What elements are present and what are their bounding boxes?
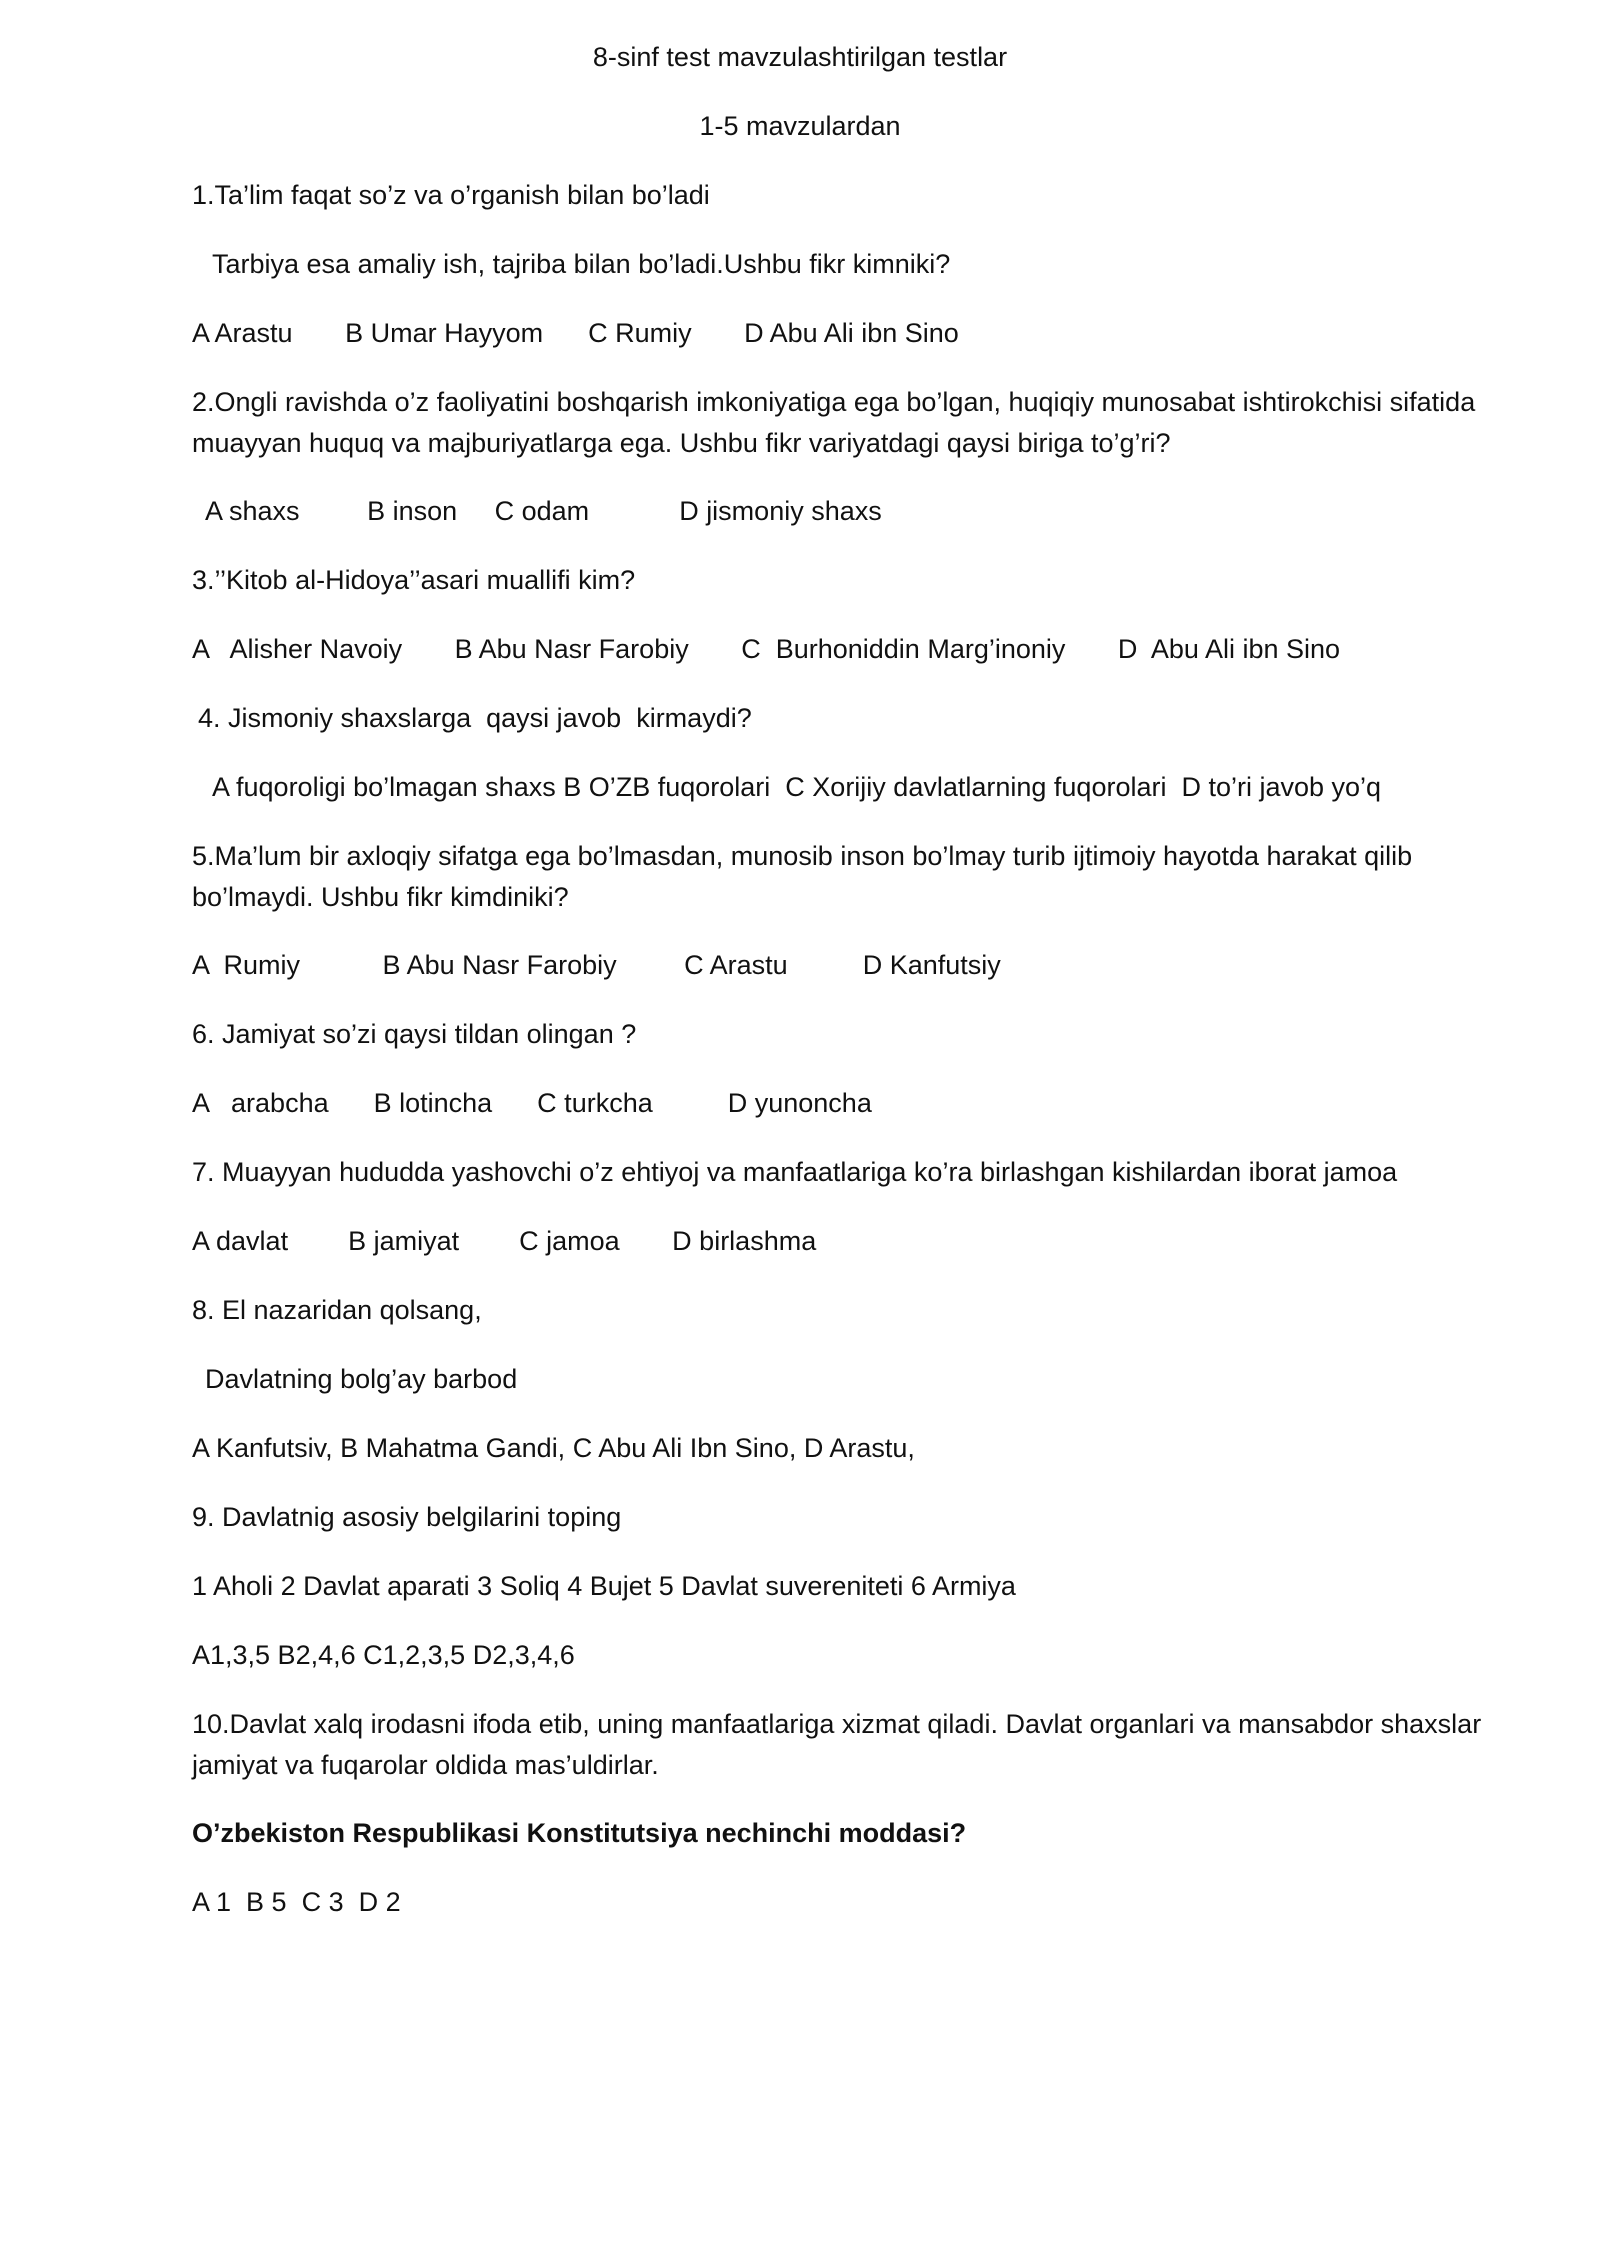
question-8-answers: A Kanfutsiv, B Mahatma Gandi, C Abu Ali Ibn Sino, D Arastu, bbox=[192, 1433, 915, 1463]
question-9-answers: A1,3,5 B2,4,6 C1,2,3,5 D2,3,4,6 bbox=[192, 1640, 575, 1670]
question-6-text: 6. Jamiyat so’zi qaysi tildan olingan ? bbox=[192, 1019, 637, 1049]
question-6-answers: A arabcha B lotincha C turkcha D yunoncha bbox=[192, 1088, 872, 1118]
document-title: 8-sinf test mavzulashtirilgan testlar bbox=[592, 42, 1008, 72]
question-1-line-1: 1.Ta’lim faqat so’z va o’rganish bilan bo’ladi bbox=[192, 180, 710, 210]
question-1-answers: A Arastu B Umar Hayyom C Rumiy D Abu Ali ibn Sino bbox=[192, 318, 959, 348]
question-2-text: 2.Ongli ravishda o’z faoliyatini boshqarish imkoniyatiga ega bo’lgan, huqiqiy munosabat ishtirokchisi sifatida muayyan huquq va majburiyatlarga ega. Ushbu fikr variyatdagi qaysi biriga to’g’ri? bbox=[192, 387, 1476, 458]
question-4-answers: A fuqoroligi bo’lmagan shaxs B O’ZB fuqorolari C Xorijiy davlatlarning fuqorolari D to’ri javob yo’q bbox=[212, 772, 1382, 802]
question-7-text: 7. Muayyan hududda yashovchi o’z ehtiyoj va manfaatlariga ko’ra birlashgan kishilardan iborat jamoa bbox=[192, 1157, 1398, 1187]
question-3-text: 3.’’Kitob al-Hidoya’’asari muallifi kim? bbox=[192, 565, 636, 595]
question-5-answers: A Rumiy B Abu Nasr Farobiy C Arastu D Kanfutsiy bbox=[192, 950, 1001, 980]
question-9-text: 9. Davlatnig asosiy belgilarini toping bbox=[192, 1502, 622, 1532]
question-10-prompt: O’zbekiston Respublikasi Konstitutsiya nechinchi moddasi? bbox=[192, 1818, 967, 1848]
question-1-line-2: Tarbiya esa amaliy ish, tajriba bilan bo’ladi.Ushbu fikr kimniki? bbox=[212, 249, 951, 279]
question-10-text: 10.Davlat xalq irodasni ifoda etib, uning manfaatlariga xizmat qiladi. Davlat organlari va mansabdor shaxslar jamiyat va fuqarolar oldida mas’uldirlar. bbox=[192, 1709, 1482, 1780]
question-9-list: 1 Aholi 2 Davlat aparati 3 Soliq 4 Bujet 5 Davlat suvereniteti 6 Armiya bbox=[192, 1571, 1016, 1601]
question-10-answers: A 1 B 5 C 3 D 2 bbox=[192, 1887, 401, 1917]
question-2-answers: A shaxs B inson C odam D jismoniy shaxs bbox=[205, 496, 882, 526]
question-8-line-2: Davlatning bolg’ay barbod bbox=[205, 1364, 518, 1394]
document-subtitle: 1-5 mavzulardan bbox=[699, 111, 901, 141]
question-7-answers: A davlat B jamiyat C jamoa D birlashma bbox=[192, 1226, 817, 1256]
question-4-text: 4. Jismoniy shaxslarga qaysi javob kirmaydi? bbox=[198, 703, 752, 733]
question-3-answers: A Alisher Navoiy B Abu Nasr Farobiy C Burhoniddin Marg’inoniy D Abu Ali ibn Sino bbox=[192, 634, 1341, 664]
question-5-text: 5.Ma’lum bir axloqiy sifatga ega bo’lmasdan, munosib inson bo’lmay turib ijtimoiy hayotda harakat qilib bo’lmaydi. Ushbu fikr kimdiniki? bbox=[192, 841, 1413, 912]
question-8-line-1: 8. El nazaridan qolsang, bbox=[192, 1295, 482, 1325]
